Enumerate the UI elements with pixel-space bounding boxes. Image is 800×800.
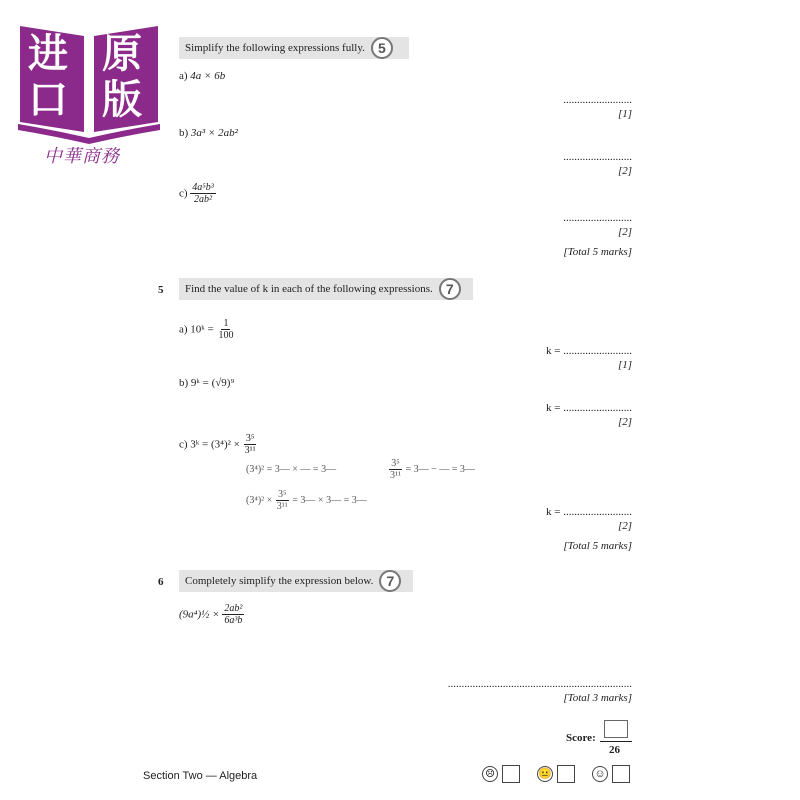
grade-badge-icon: 7: [379, 570, 401, 592]
answer-line-6[interactable]: ...................................................................: [447, 678, 632, 690]
question-4c: [179, 182, 216, 205]
numerator: 2ab²: [224, 603, 243, 614]
self-assess-checkbox-3[interactable]: [612, 765, 630, 783]
fraction: [275, 489, 290, 512]
expression: 3a³ × 2ab²: [190, 127, 238, 139]
answer-line-4c[interactable]: .........................: [563, 212, 632, 224]
denominator: 3¹¹: [244, 445, 256, 456]
logo-char: 原: [102, 31, 142, 77]
logo-char: 版: [102, 77, 142, 123]
numerator: 4a⁵b³: [192, 182, 214, 193]
publisher-name: 中華商務: [44, 146, 120, 167]
question-4a: [179, 70, 225, 82]
expression: (9a⁴)½ ×: [179, 608, 220, 621]
question-4b: [179, 127, 238, 139]
question-5-prompt-box: [179, 278, 473, 300]
part-label: c): [179, 187, 188, 200]
part-label: b): [179, 377, 189, 389]
answer-line-5b[interactable]: k = .........................: [546, 402, 632, 414]
question-6-prompt-box: [179, 570, 413, 592]
part-label: b): [179, 127, 189, 139]
denominator: 6a³b: [224, 615, 243, 626]
numerator: 3⁵: [278, 489, 287, 500]
answer-line-4b[interactable]: .........................: [563, 151, 632, 163]
marks-5a: [1]: [617, 359, 632, 371]
question-6-expression: [179, 603, 244, 626]
grade-badge-icon: 7: [439, 278, 461, 300]
question-5b: [179, 377, 234, 389]
section-footer: Section Two — Algebra: [143, 770, 258, 782]
question-6-prompt: Completely simplify the expression below.: [185, 575, 374, 587]
marks-5b: [2]: [617, 416, 632, 428]
total-marks-4: [Total 5 marks]: [563, 246, 632, 258]
denominator: 100: [218, 330, 234, 341]
marks-5c: [2]: [617, 520, 632, 532]
total-marks-5: [Total 5 marks]: [563, 540, 632, 552]
score-total: 26: [609, 744, 620, 756]
expression: 9ᵏ = (√9)⁹: [190, 377, 235, 389]
self-assess-checkbox-2[interactable]: [557, 765, 575, 783]
logo-char: 口: [28, 77, 68, 123]
answer-line-5c[interactable]: k = .........................: [546, 506, 632, 518]
grade-badge-icon: 5: [371, 37, 393, 59]
denominator: 3¹¹: [390, 470, 401, 481]
fraction: [216, 318, 235, 341]
answer-line-4a[interactable]: .........................: [563, 94, 632, 106]
publisher-logo: [14, 14, 164, 167]
fraction: [190, 182, 215, 205]
expression: 4a × 6b: [190, 70, 226, 82]
working-step-2: [388, 458, 475, 481]
score-input-box[interactable]: [604, 720, 628, 738]
smile-face-icon: ☺: [592, 766, 608, 782]
answer-line-5a[interactable]: k = .........................: [546, 345, 632, 357]
score-label: Score:: [566, 732, 596, 744]
question-5c: [179, 433, 258, 456]
part-label: a): [179, 70, 188, 82]
score-divider: [600, 741, 632, 742]
numerator: 3⁵: [391, 458, 400, 469]
question-4-prompt-box: [179, 37, 409, 59]
logo-char: 进: [28, 31, 68, 77]
neutral-face-icon: 😐: [538, 768, 552, 780]
question-4-prompt: Simplify the following expressions fully.: [185, 42, 365, 54]
denominator: 3¹¹: [276, 501, 288, 512]
part-label: a): [179, 323, 188, 336]
fraction: [243, 433, 258, 456]
question-5-number: 5: [158, 284, 164, 296]
numerator: 1: [223, 318, 229, 329]
frown-face-icon: ☹: [482, 766, 498, 782]
marks-4a: [1]: [617, 108, 632, 120]
expression: (3⁴)² ×: [246, 495, 273, 506]
part-label: c): [179, 438, 188, 451]
fraction: [222, 603, 244, 626]
question-5-prompt: Find the value of k in each of the following expressions.: [185, 283, 433, 295]
marks-4b: [2]: [617, 165, 632, 177]
question-6-number: 6: [158, 576, 164, 588]
total-marks-6: [Total 3 marks]: [563, 692, 632, 704]
expression: 3ᵏ = (3⁴)² ×: [190, 438, 240, 451]
expression: = 3— − — = 3—: [405, 464, 475, 475]
question-5a: [179, 318, 235, 341]
denominator: 2ab²: [194, 194, 213, 205]
marks-4c: [2]: [617, 226, 632, 238]
working-step-1: (3⁴)² = 3— × — = 3—: [246, 464, 337, 475]
expression: = 3— × 3— = 3—: [292, 495, 367, 506]
self-assess-checkbox-1[interactable]: [502, 765, 520, 783]
expression: 10ᵏ =: [190, 323, 214, 336]
fraction: [388, 458, 403, 481]
working-step-3: [246, 489, 367, 512]
numerator: 3⁵: [245, 433, 255, 444]
